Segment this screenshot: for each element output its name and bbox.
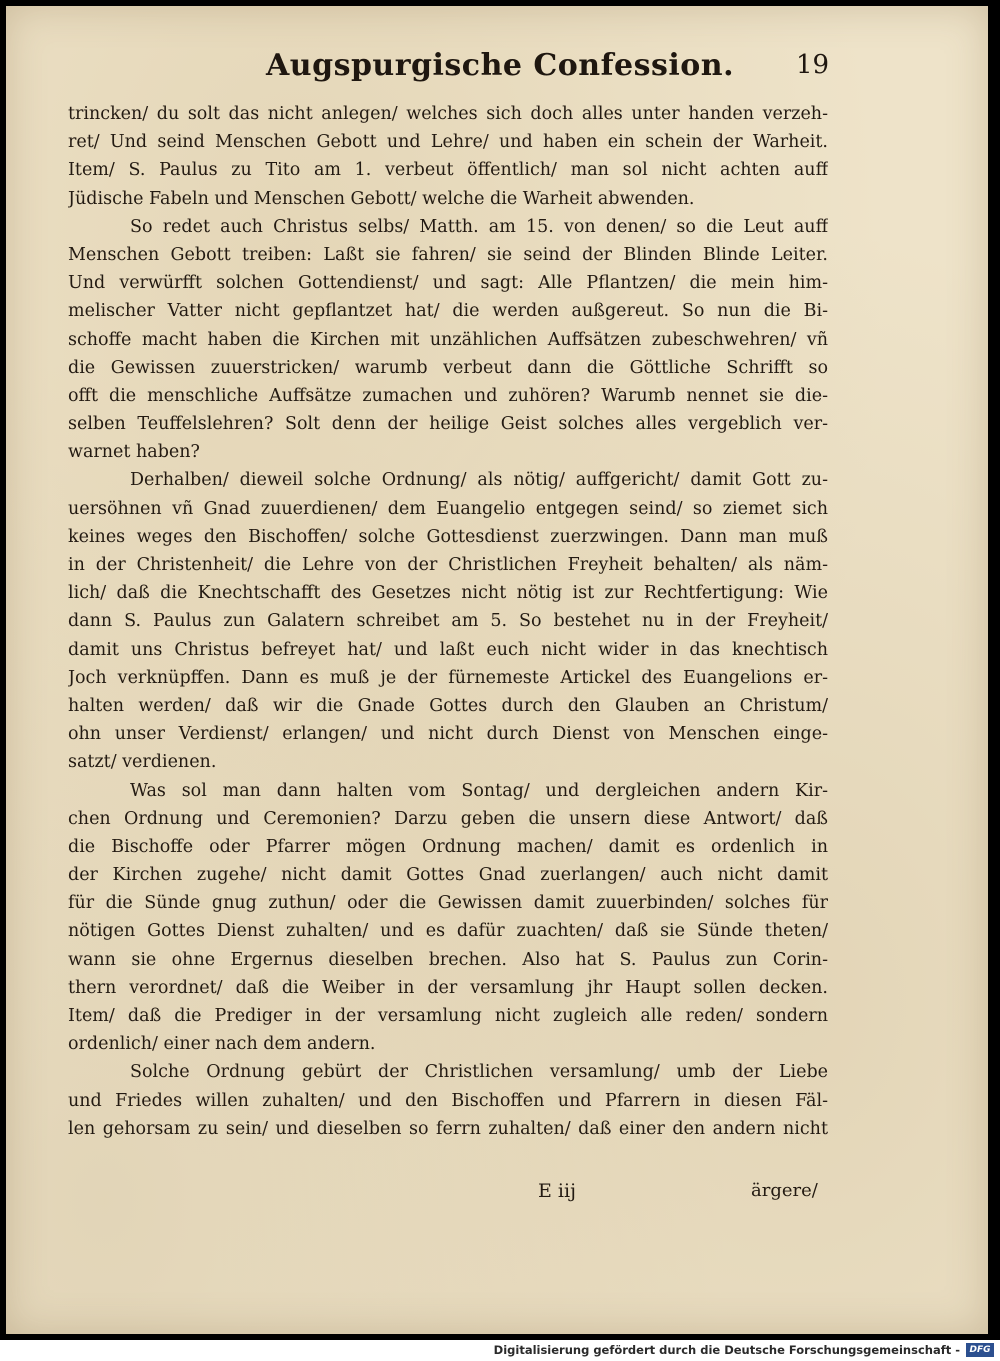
paragraph-start-line: Solche Ordnung gebürt der Christlichen versamlung/ umb der Liebe — [130, 1062, 828, 1083]
text-line: für die Sünde gnug zuthun/ oder die Gewissen damit zuuerbinden/ solches für — [68, 893, 828, 914]
signature-mark: E iij — [538, 1180, 576, 1202]
text-line: selben Teuffelslehren? Solt denn der heilige Geist solches alles vergeblich ver- — [68, 414, 828, 435]
text-line: offt die menschliche Auffsätze zumachen und zuhören? Warumb nennet sie die- — [68, 385, 828, 406]
book-page — [6, 6, 988, 1334]
text-line: satzt/ verdienen. — [68, 752, 217, 773]
text-line: ohn unser Verdienst/ erlangen/ und nicht durch Dienst von Menschen einge- — [68, 724, 828, 745]
footer-bar — [0, 1340, 1000, 1361]
text-line: dann S. Paulus zun Galatern schreibet am 5. So bestehet nu in der Freyheit/ — [68, 611, 828, 632]
text-line: Item/ daß die Prediger in der versamlung nicht zugleich alle reden/ sondern — [68, 1006, 828, 1026]
text-line: halten werden/ daß wir die Gnade Gottes durch den Glauben an Christum/ — [68, 695, 828, 716]
text-line: trincken/ du solt das nicht anlegen/ welches sich doch alles unter handen verzeh- — [68, 104, 828, 124]
text-line: lich/ daß die Knechtschafft des Gesetzes nicht nötig ist zur Rechtfertigung: Wie — [68, 583, 828, 604]
text-line: Und verwürfft solchen Gottendienst/ und sagt: Alle Pflantzen/ die mein him- — [68, 273, 828, 294]
text-line: in der Christenheit/ die Lehre von der Christlichen Freyheit behalten/ als näm- — [68, 555, 828, 575]
text-line: die Bischoffe oder Pfarrer mögen Ordnung machen/ damit es ordenlich in — [68, 836, 828, 857]
text-line: damit uns Christus befreyet hat/ und laßt euch nicht wider in das knechtisch — [68, 639, 828, 660]
text-line: Menschen Gebott treiben: Laßt sie fahren/ sie seind der Blinden Blinde Leiter. — [68, 244, 828, 265]
text-line: nötigen Gottes Dienst zuhalten/ und es dafür zuachten/ daß sie Sünde theten/ — [68, 921, 828, 942]
text-line: ordenlich/ einer nach dem andern. — [68, 1034, 376, 1055]
paragraph-start-line: Derhalben/ dieweil solche Ordnung/ als nötig/ auffgericht/ damit Gott zu- — [130, 470, 828, 491]
text-line: melischer Vatter nicht gepflantzet hat/ die werden außgereut. So nun die Bi- — [68, 301, 828, 322]
paragraph-start-line: Was sol man dann halten vom Sontag/ und dergleichen andern Kir- — [130, 780, 828, 801]
text-line: chen Ordnung und Ceremonien? Darzu geben die unsern diese Antwort/ daß — [68, 808, 828, 829]
text-line: uersöhnen vñ Gnad zuuerdienen/ dem Euangelio entgegen seind/ so ziemet sich — [68, 498, 828, 519]
text-line: warnet haben? — [68, 442, 200, 463]
text-line: Jüdische Fabeln und Menschen Gebott/ welche die Warheit abwenden. — [68, 188, 695, 209]
paragraph-start-line: So redet auch Christus selbs/ Matth. am 15. von denen/ so die Leut auff — [130, 216, 828, 237]
text-line: schoffe macht haben die Kirchen mit unzählichen Auffsätzen zubeschwehren/ vñ — [68, 329, 828, 350]
text-line: len gehorsam zu sein/ und dieselben so ferrn zuhalten/ daß einer den andern nicht — [68, 1118, 828, 1139]
text-line: die Gewissen zuuerstricken/ warumb verbeut dann die Göttliche Schrifft so — [68, 357, 828, 378]
text-line: und Friedes willen zuhalten/ und den Bischoffen und Pfarrern in diesen Fäl- — [68, 1090, 828, 1111]
funding-notice: Digitalisierung gefördert durch die Deutsche Forschungsgemeinschaft - — [493, 1343, 960, 1357]
running-head: Augspurgische Confession. — [266, 48, 735, 83]
page-number: 19 — [796, 50, 830, 80]
text-line: der Kirchen zugehe/ nicht damit Gottes Gnad zuerlangen/ auch nicht damit — [68, 865, 828, 886]
text-line: wann sie ohne Ergernus dieselben brechen. Also hat S. Paulus zun Corin- — [68, 949, 828, 970]
text-line: ret/ Und seind Menschen Gebott und Lehre/ und haben ein schein der Warheit. — [68, 132, 828, 153]
dfg-logo-icon: DFG — [966, 1343, 994, 1357]
body-text — [68, 100, 828, 1143]
text-line: Joch verknüpffen. Dann es muß je der fürnemeste Artickel des Euangelions er- — [68, 667, 828, 688]
catchword: ärgere/ — [751, 1180, 818, 1201]
text-line: Item/ S. Paulus zu Tito am 1. verbeut öffentlich/ man sol nicht achten auff — [68, 160, 828, 181]
text-line: keines weges den Bischoffen/ solche Gottesdienst zuerzwingen. Dann man muß — [68, 526, 828, 547]
text-line: thern verordnet/ daß die Weiber in der versamlung jhr Haupt sollen decken. — [68, 977, 828, 998]
